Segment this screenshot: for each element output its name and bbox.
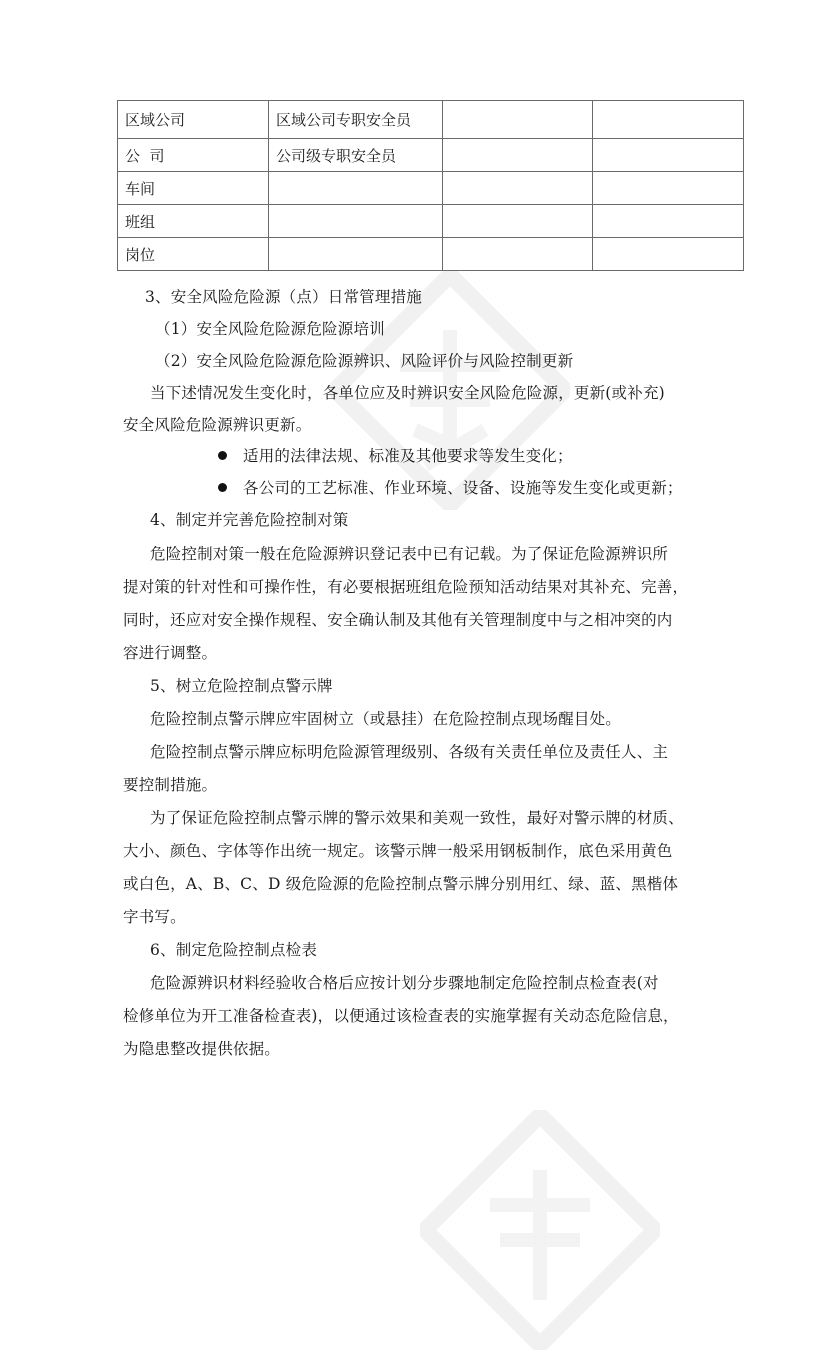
section-4-heading: 4、制定并完善危险控制对策 <box>150 511 349 529</box>
bullet-icon <box>218 483 227 492</box>
bullet-item: 各公司的工艺标准、作业环境、设备、设施等发生变化或更新； <box>243 479 683 497</box>
table-cell-level: 公 司 <box>118 139 269 172</box>
table-cell-empty <box>593 101 744 139</box>
paragraph-line: 当下述情况发生变化时，各单位应及时辨识安全风险危险源，更新(或补充) <box>150 384 665 402</box>
paragraph-line: 为隐患整改提供依据。 <box>123 1040 281 1058</box>
section-5-heading: 5、树立危险控制点警示牌 <box>150 677 333 695</box>
responsibility-table <box>117 100 744 271</box>
paragraph-line: 检修单位为开工准备检查表)，以便通过该检查表的实施掌握有关动态危险信息， <box>123 1007 679 1025</box>
section-3-heading: 3、安全风险危险源（点）日常管理措施 <box>145 288 422 306</box>
paragraph-line: 或白色，A、B、C、D 级危险源的危险控制点警示牌分别用红、绿、蓝、黑楷体 <box>123 875 679 893</box>
paragraph-line: 安全风险危险源辨识更新。 <box>123 416 312 434</box>
watermark-logo-icon <box>420 1110 660 1350</box>
table-row <box>118 101 744 139</box>
section-3-item-2: （2）安全风险危险源危险源辨识、风险评价与风险控制更新 <box>155 352 574 370</box>
paragraph-line: 同时，还应对安全操作规程、安全确认制及其他有关管理制度中与之相冲突的内 <box>123 611 673 629</box>
table-row <box>118 172 744 205</box>
table-cell-role <box>269 172 443 205</box>
table-cell-empty <box>593 172 744 205</box>
table-cell-empty <box>593 139 744 172</box>
table-cell-role <box>269 205 443 238</box>
paragraph-line: 危险控制点警示牌应牢固树立（或悬挂）在危险控制点现场醒目处。 <box>150 710 622 728</box>
bullet-item: 适用的法律法规、标准及其他要求等发生变化； <box>243 447 573 465</box>
table-row <box>118 238 744 271</box>
paragraph-line: 提对策的针对性和可操作性，有必要根据班组危险预知活动结果对其补充、完善， <box>123 578 689 596</box>
table-cell-empty <box>443 205 593 238</box>
table-cell-role: 公司级专职安全员 <box>269 139 443 172</box>
paragraph-line: 容进行调整。 <box>123 644 218 662</box>
table-cell-empty <box>443 172 593 205</box>
table-cell-role <box>269 238 443 271</box>
table-cell-empty <box>443 101 593 139</box>
paragraph-line: 要控制措施。 <box>123 776 218 794</box>
table-cell-level: 车间 <box>118 172 269 205</box>
paragraph-line: 为了保证危险控制点警示牌的警示效果和美观一致性，最好对警示牌的材质、 <box>150 809 684 827</box>
paragraph-line: 大小、颜色、字体等作出统一规定。该警示牌一般采用钢板制作，底色采用黄色 <box>123 842 673 860</box>
table-cell-level: 班组 <box>118 205 269 238</box>
table-row <box>118 139 744 172</box>
table-cell-empty <box>593 238 744 271</box>
section-3-item-1: （1）安全风险危险源危险源培训 <box>155 320 385 338</box>
paragraph-line: 危险源辨识材料经验收合格后应按计划分步骤地制定危险控制点检查表(对 <box>150 974 659 992</box>
table-row <box>118 205 744 238</box>
table-cell-level: 岗位 <box>118 238 269 271</box>
paragraph-line: 危险控制点警示牌应标明危险源管理级别、各级有关责任单位及责任人、主 <box>150 743 669 761</box>
table-cell-role: 区域公司专职安全员 <box>269 101 443 139</box>
paragraph-line: 危险控制对策一般在危险源辨识登记表中已有记载。为了保证危险源辨识所 <box>150 545 669 563</box>
bullet-icon <box>218 451 227 460</box>
table-cell-level: 区域公司 <box>118 101 269 139</box>
table-cell-empty <box>593 205 744 238</box>
paragraph-line: 字书写。 <box>123 908 186 926</box>
table-cell-empty <box>443 139 593 172</box>
table-cell-empty <box>443 238 593 271</box>
section-6-heading: 6、制定危险控制点检表 <box>150 941 318 959</box>
